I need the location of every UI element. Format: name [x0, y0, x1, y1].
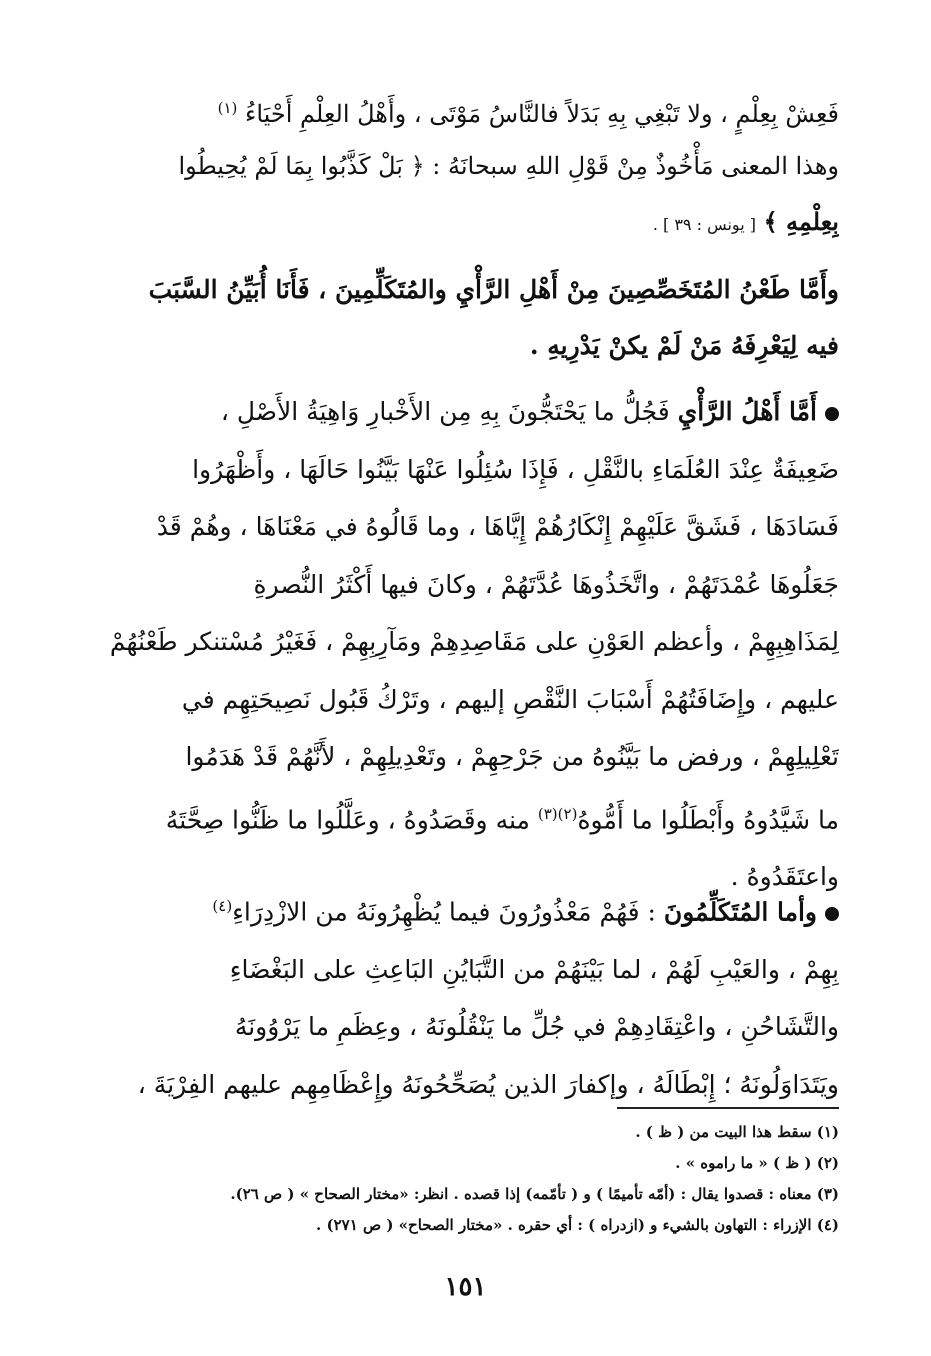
footnote-divider	[617, 1107, 839, 1109]
paragraph-line: تَعْلِيلِهِمْ ، ورفض ما بَيَّنُوهُ من جَرْحِهِمْ ، وتَعْدِيلِهِمْ ، لأَنَّهُمْ قَدْ هَدَمُوا	[185, 742, 839, 771]
paragraph-line: بِهِمْ ، والعَيْبِ لَهُمْ ، لما بَيْنَهُمْ من التَّبَايُنِ البَاعِثِ على البَغْضَاءِ	[229, 954, 839, 984]
paragraph-line: فيه لِيَعْرِفَهُ مَنْ لَمْ يكنْ يَدْرِيهِ .	[529, 331, 839, 360]
footnote-2: (٢) ( ظ ) « ما راموه » .	[675, 1154, 839, 1172]
paragraph-line	[89, 194, 839, 253]
paragraph-quran-meaning	[89, 138, 839, 253]
bullet-icon	[825, 407, 839, 421]
footnote-ref-2-3: (٢)(٣)	[537, 804, 578, 823]
footnote-1: (١) سقط هذا البيت من ( ظ ) .	[635, 1123, 839, 1141]
page-number: ١٥١	[444, 1272, 487, 1302]
paragraph-mutakallimun	[89, 878, 839, 1113]
paragraph-line: لِمَذَاهِبِهِمْ ، وأعظم العَوْنِ على مَقَاصِدِهِمْ ومَآرِبِهِمْ ، فَغَيْرُ مُسْتنكر طَعْنُهُمْ	[109, 627, 839, 656]
quran-quote: بِعِلْمِهِ ﴾	[763, 207, 839, 236]
section-lead: وأما المُتَكَلِّمُونَ	[663, 897, 817, 927]
footnote-3: (٣) معناه : قصدوا يقال : (أمّه تأميمًا ) و ( تأمّمه) إذا قصده . انظر: «مختار الصحاح » ( ص ٢٦).	[230, 1185, 839, 1203]
section-lead: أَمَّا أَهْلُ الرَّأْيِ	[677, 397, 817, 426]
paragraph-line: ويَتَدَاوَلُونَهُ ؛ إِبْطَالَهُ ، وإكفارَ الذين يُصَحِّحُونَهُ وإِعْظَامِهِم عليهم الفِرْيَةَ ،	[137, 1069, 839, 1099]
paragraph-line: واعتَقَدُوهُ .	[730, 862, 839, 892]
paragraph-intro-critique	[89, 262, 839, 374]
paragraph-line: فَسَادَهَا ، فَشَقَّ عَلَيْهِمْ إِنْكَارُهُمْ إِيَّاهَا ، وما قَالُوهُ في مَعْنَاهَا ، وهُمْ قَدْ	[156, 512, 839, 541]
paragraph-line: جَعَلُوهَا عُمْدَتَهُمْ ، واتَّخَذُوهَا عُدَّتَهُمْ ، وكانَ فيها أَكْثَرُ النُّصرةِ	[253, 569, 839, 599]
surah-reference: [ يونس : ٣٩ ] .	[652, 215, 756, 234]
verse-text: فَعِشْ بِعِلْمٍ ، ولا تَبْغِي بِهِ بَدَلاً فالنَّاسُ مَوْتَى ، وأَهْلُ العِلْمِ أَحْيَاءُ	[245, 100, 839, 128]
paragraph-line: وهذا المعنى مَأْخُوذٌ مِنْ قَوْلِ اللهِ سبحانَهُ : ﴿ بَلْ كَذَّبُوا بِمَا لَمْ يُحِيطُوا	[178, 152, 839, 180]
footnote-4: (٤) الإزراء : التهاون بالشيء و (ازدراه ) : أي حقره . «مختار الصحاح» ( ص ٢٧١) .	[316, 1216, 839, 1234]
poetry-verse	[89, 80, 839, 142]
footnotes	[89, 1117, 839, 1241]
paragraph-ahl-al-ray	[89, 383, 839, 906]
footnote-ref-1: (١)	[217, 99, 238, 117]
paragraph-line: أَمَّا أَهْلُ الرَّأْيِ فَجُلُّ ما يَحْتَجُّونَ بِهِ مِن الأَخْبارِ وَاهِيَةُ الأَصْلِ ،	[89, 383, 839, 441]
paragraph-line: ما شَيَّدُوهُ وأَبْطَلُوا ما أَمُّوهُ$^{(٢)(٣)}$ منه وقَصَدُوهُ ، وعَلَّلُوا ما ظَنُّوا صِحَّتَهُ	[165, 804, 839, 834]
paragraph-line: عليهم ، وإِضَافَتُهُمْ أَسْبَابَ النَّقْصِ إليهم ، وتَرْكُ قَبُول نَصِيحَتِهِم في	[181, 684, 839, 714]
bullet-icon	[825, 907, 839, 921]
paragraph-line: وأما المُتَكَلِّمُونَ : فَهُمْ مَعْذُورُونَ فيما يُظْهِرُونَهُ من الازْدِرَاءِ$^{(٤)}$	[89, 878, 839, 941]
paragraph-line: ضَعِيفَةٌ عِنْدَ العُلَمَاءِ بالنَّقْلِ ، فَإِذَا سُئِلُوا عَنْهَا بَيَّنُوا حَالَهَا ، وأَظْهَرُوا	[192, 454, 839, 484]
paragraph-line: والتَّشَاحُنِ ، واعْتِقَادِهِمْ في جُلِّ ما يَنْقُلُونَهُ ، وعِظَمِ ما يَرْوُونَهُ	[234, 1012, 839, 1042]
paragraph-line: وأَمَّا طَعْنُ المُتَخَصِّصِينَ مِنْ أَهْلِ الرَّأْيِ والمُتَكَلِّمِينَ ، فَأَنَا أُبَيِّنُ السَّبَبَ	[148, 275, 839, 304]
footnote-ref-4: (٤)	[212, 897, 233, 915]
